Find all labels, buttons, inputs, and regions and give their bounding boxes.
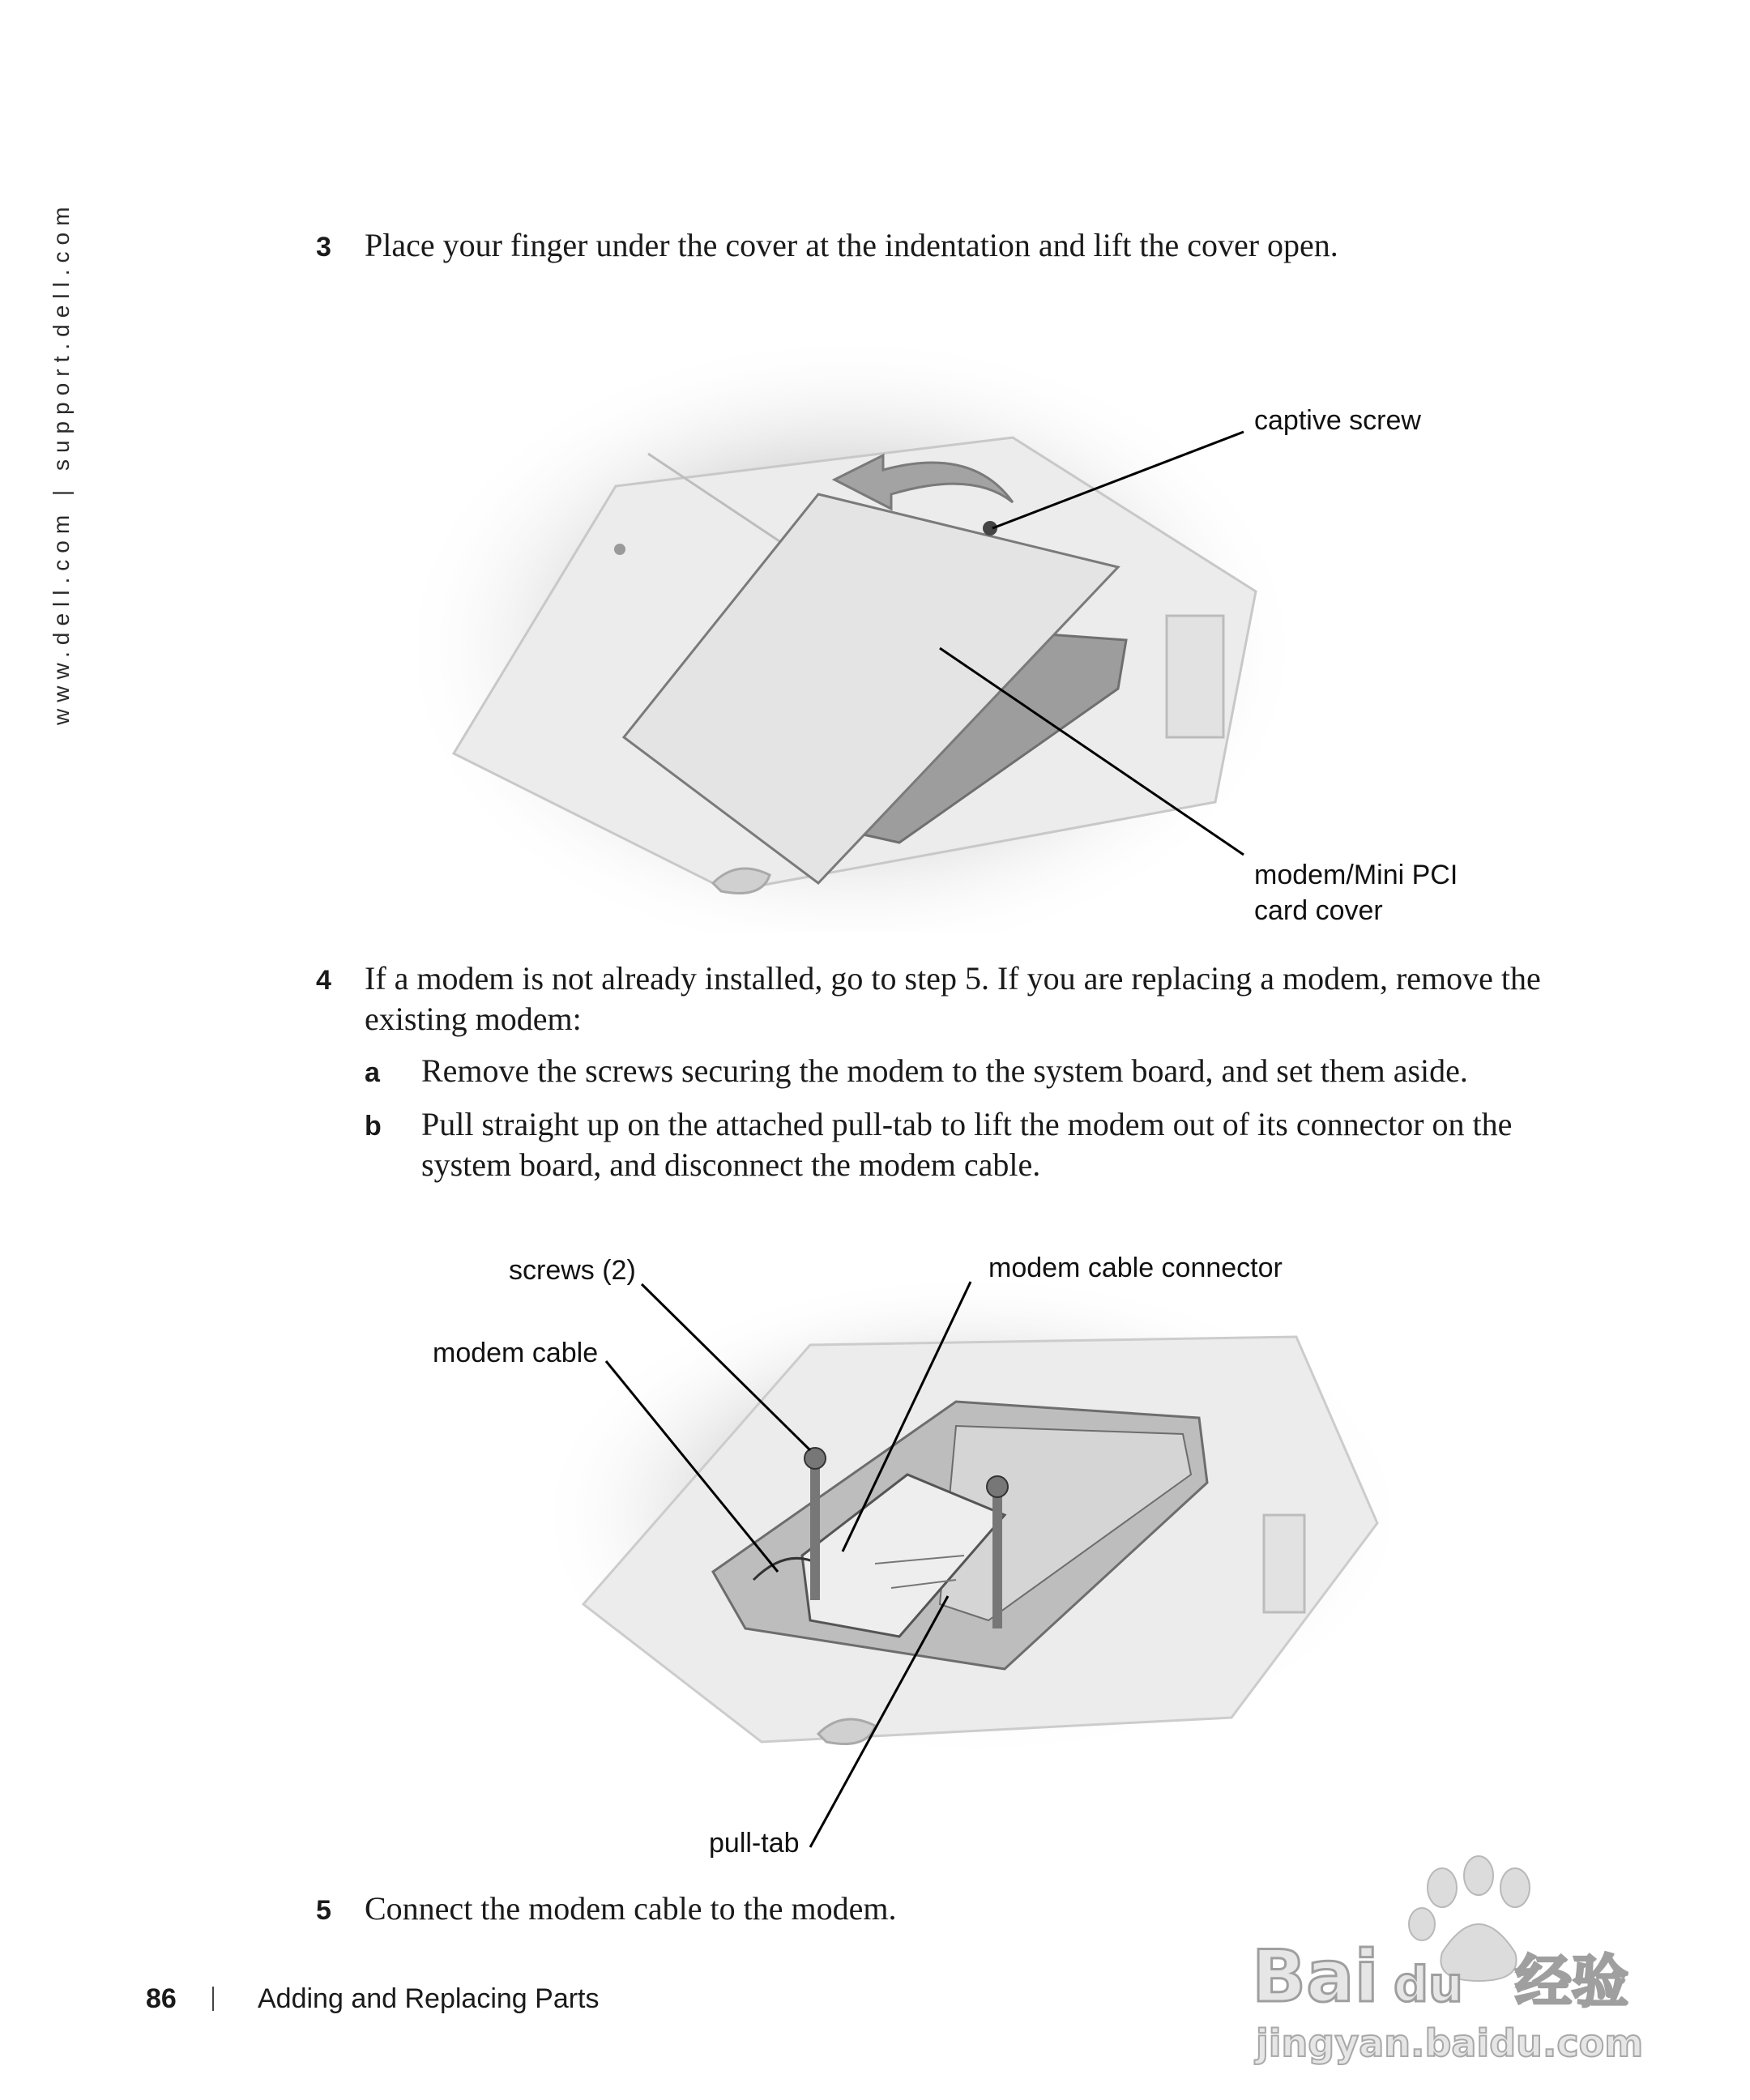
step-text: Connect the modem cable to the modem. — [365, 1890, 897, 1927]
step-number: 5 — [316, 1895, 331, 1926]
svg-text:jingyan.baidu.com: jingyan.baidu.com — [1256, 2021, 1644, 2065]
footer-divider — [212, 1987, 214, 2011]
callout-captive-screw: captive screw — [1254, 405, 1421, 436]
cover-illustration — [0, 0, 1750, 932]
callout-cover-line1: modem/Mini PCI — [1254, 860, 1458, 890]
svg-text:Bai: Bai — [1252, 1935, 1379, 2018]
step-text: If a modem is not already installed, go to step 5. If you are replacing a modem, remove the existing modem: — [365, 960, 1541, 1037]
svg-text:经验: 经验 — [1515, 1948, 1628, 2015]
substep-text: Pull straight up on the attached pull-tab to lift the modem out of its connector on the system board, and disconnect the modem cable. — [421, 1106, 1513, 1183]
step-number: 4 — [316, 965, 331, 996]
callout-pull-tab: pull-tab — [709, 1828, 800, 1859]
step-text: Place your finger under the cover at the indentation and lift the cover open. — [365, 227, 1338, 263]
callout-cable-connector: modem cable connector — [988, 1253, 1283, 1283]
section-title: Adding and Replacing Parts — [258, 1983, 600, 2014]
svg-text:du: du — [1394, 1957, 1463, 2013]
substep-letter: b — [365, 1111, 382, 1142]
substep-text: Remove the screws securing the modem to the system board, and set them aside. — [421, 1052, 1468, 1089]
page-number: 86 — [146, 1983, 177, 2014]
callout-cover-line2: card cover — [1254, 895, 1383, 926]
callout-modem-cable: modem cable — [433, 1338, 599, 1368]
baidu-watermark-logo — [1248, 1839, 1669, 2066]
sidebar-url: www.dell.com | support.dell.com — [49, 200, 74, 725]
callout-screws: screws (2) — [509, 1255, 636, 1286]
substep-letter: a — [365, 1057, 380, 1088]
step-number: 3 — [316, 232, 331, 262]
modem-illustration — [0, 1215, 1750, 1880]
